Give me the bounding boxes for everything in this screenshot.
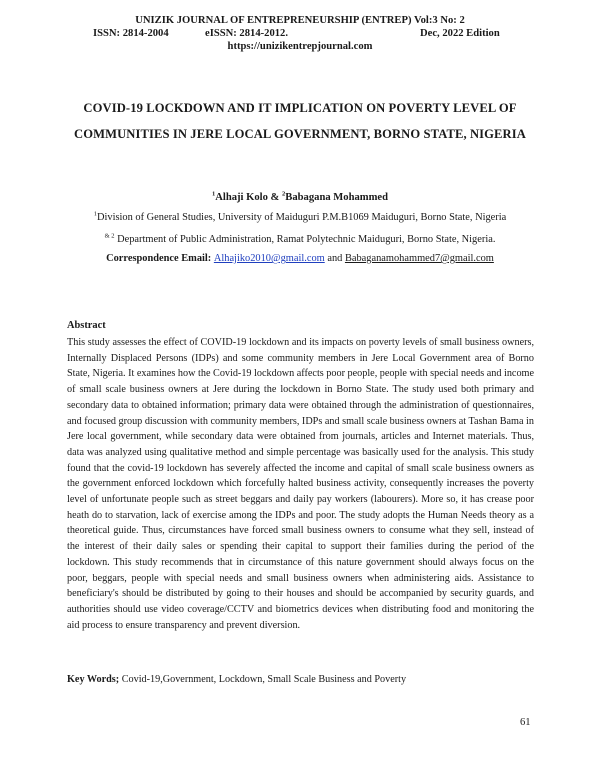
keywords-line [67, 674, 534, 685]
author2-superscript: 2 [282, 190, 286, 198]
author-line [0, 192, 600, 203]
affiliation-1-superscript: 1 [93, 210, 97, 218]
keywords-text: Covid-19,Government, Lockdown, Small Scale Business and Poverty [119, 674, 407, 685]
correspondence-line [0, 253, 600, 264]
paper-title: COVID-19 LOCKDOWN AND IT IMPLICATION ON POVERTY LEVEL OF COMMUNITIES IN JERE LOCAL GOVERNMENT, BORNO STATE, NIGERIA [74, 101, 526, 141]
edition-date: Dec, 2022 Edition [420, 28, 500, 39]
affiliation-2-superscript: & 2 [104, 232, 115, 240]
page-number: 61 [520, 717, 531, 728]
email-link-2[interactable]: Babaganamohammed7@gmail.com [344, 253, 494, 264]
author1-superscript: 1 [211, 190, 216, 198]
abstract-heading: Abstract [67, 320, 106, 331]
keywords-label: Key Words; [67, 674, 120, 685]
eissn: eISSN: 2814-2012. [205, 28, 288, 39]
correspondence-label: Correspondence Email: [106, 253, 214, 264]
email-link-1[interactable]: Alhajiko2010@gmail.com [213, 253, 325, 264]
affiliation-1-text: Division of General Studies, University of Maiduguri P.M.B1069 Maiduguri, Borno State, Nigeria [97, 212, 507, 223]
journal-issn-row [0, 27, 600, 40]
journal-name: UNIZIK JOURNAL OF ENTREPRENEURSHIP (ENTREP) Vol:3 No: 2 [135, 15, 465, 26]
issn: ISSN: 2814-2004 [93, 28, 169, 39]
affiliation-2 [0, 234, 600, 245]
abstract-body: This study assesses the effect of COVID-19 lockdown and its impacts on poverty levels of small business owners, Internally Displaced Persons (IDPs) and some community members in Jere Local Government area of Borno State, Nigeria. It examines how the Covid-19 lockdown affects poor people, people with special needs and income of small scale business owners at Jere during the lockdown in Borno State. The study used both primary and secondary data to obtained information; primary data were obtained through the administration of questionnaires, and focused group discussion with community members, IDPs and small scale business owners at Tashan Bama in Jere local government, while secondary data were obtained from journals, articles and Internet materials. Thus, data was analyzed using qualitative method and simple percentage was basically used for the analysis. This study found that the covid-19 lockdown has severely affected the income and capital of small scale business owners as the government enforced lockdown which forcefully halted business activity, consequently increases the poverty level of unfortunate people such as street beggars and daily pay workers (labourers). More so, it has crease poor heath do to starvation, lack of exercise among the IDPs and poor. The study adopts the Human Needs theory as a theoretical guide. Thus, circumstances have forced small business owners to consume what they sell, instead of the interest of their daily sales or spending their capital to support their families during the period of the lockdown. This study recommends that in circumstance of this nature government should always focus on the poor, beggars, people with special needs and small business owners when administering aids. Assistance to beneficiary's should be distributed by going to their houses and should be accompanied by security guards, and authorities should use video coverage/CCTV and biometrics devices when distributing food and monitoring the aid process to ensure transparency and prevent diversion. [67, 337, 534, 631]
affiliation-2-text: Department of Public Administration, Ramat Polytechnic Maiduguri, Borno State, Nigeria. [114, 234, 496, 245]
affiliation-1 [0, 212, 600, 223]
journal-url[interactable]: https://unizikentrepjournal.com [227, 41, 373, 52]
author2-name: Babagana Mohammed [285, 192, 389, 203]
journal-header [0, 14, 600, 53]
author1-name: Alhaji Kolo & [215, 192, 283, 203]
email-joiner: and [324, 253, 345, 264]
